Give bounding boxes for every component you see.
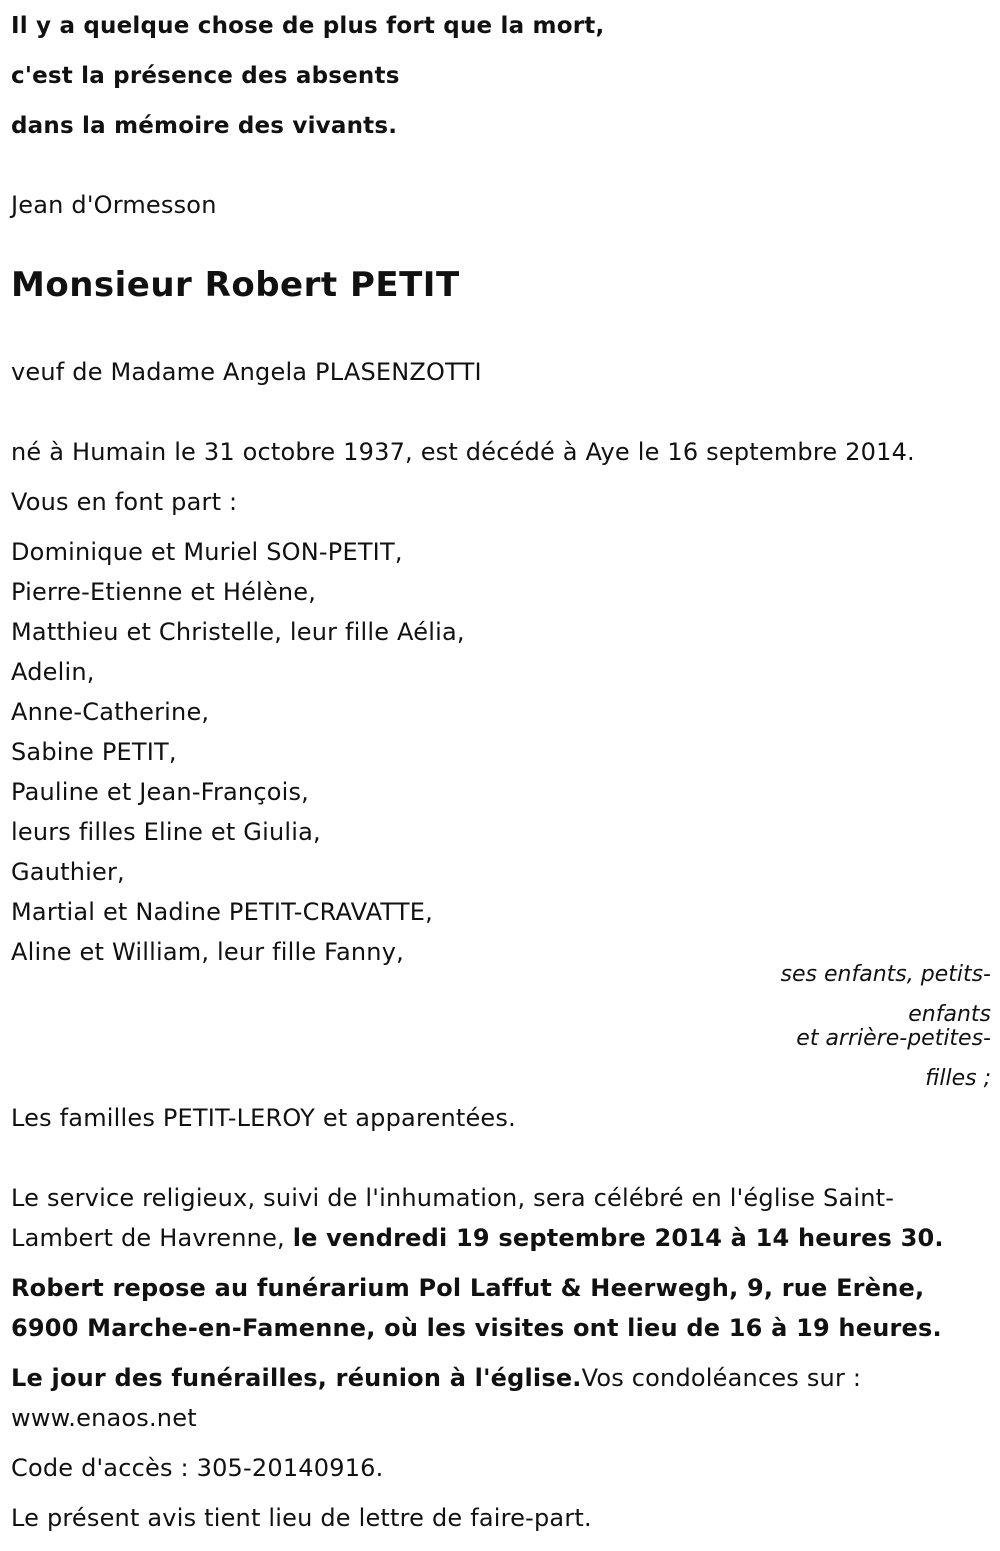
access-code: Code d'accès : 305-20140916.: [11, 1454, 384, 1482]
family-member: Anne-Catherine,: [11, 698, 210, 726]
service-line-1: Le service religieux, suivi de l'inhumation, sera célébré en l'église Saint-: [11, 1184, 895, 1212]
family-member: Matthieu et Christelle, leur fille Aélia,: [11, 618, 465, 646]
funerarium-line-1: Robert repose au funérarium Pol Laffut & Heerwegh, 9, rue Erène,: [11, 1274, 925, 1302]
relation-line-3: et arrière-petites-: [796, 1026, 991, 1051]
service-line-2: [11, 1223, 944, 1253]
funeral-meeting-text: Le jour des funérailles, réunion à l'église.: [11, 1364, 582, 1392]
deceased-name: Monsieur Robert PETIT: [11, 265, 460, 305]
widower-line: veuf de Madame Angela PLASENZOTTI: [11, 358, 482, 386]
website-link[interactable]: www.enaos.net: [11, 1404, 197, 1432]
service-location-text: Lambert de Havrenne,: [11, 1224, 293, 1252]
birth-death-line: né à Humain le 31 octobre 1937, est décédé à Aye le 16 septembre 2014.: [11, 438, 915, 466]
family-member: Adelin,: [11, 658, 95, 686]
quote-line-2: c'est la présence des absents: [11, 63, 400, 89]
relation-line-4: filles ;: [925, 1066, 991, 1091]
announcement-intro: Vous en font part :: [11, 488, 238, 516]
quote-author: Jean d'Ormesson: [11, 191, 217, 219]
funeral-line: [11, 1363, 861, 1393]
relation-line-1: ses enfants, petits-: [780, 962, 991, 987]
family-member: Pierre-Etienne et Hélène,: [11, 578, 317, 606]
family-member: Gauthier,: [11, 858, 125, 886]
family-member: Aline et William, leur fille Fanny,: [11, 938, 404, 966]
family-member: Sabine PETIT,: [11, 738, 177, 766]
family-member: Martial et Nadine PETIT-CRAVATTE,: [11, 898, 433, 926]
notice-line: Le présent avis tient lieu de lettre de faire-part.: [11, 1504, 592, 1532]
service-date-text: le vendredi 19 septembre 2014 à 14 heures 30.: [292, 1224, 944, 1252]
quote-line-1: Il y a quelque chose de plus fort que la mort,: [11, 13, 605, 39]
quote-line-3: dans la mémoire des vivants.: [11, 113, 398, 139]
family-member: leurs filles Eline et Giulia,: [11, 818, 321, 846]
families-line: Les familles PETIT-LEROY et apparentées.: [11, 1104, 516, 1132]
relation-line-2: enfants: [908, 1002, 991, 1027]
condolences-text: Vos condoléances sur :: [581, 1364, 862, 1392]
family-member: Pauline et Jean-François,: [11, 778, 310, 806]
funerarium-line-2: 6900 Marche-en-Famenne, où les visites ont lieu de 16 à 19 heures.: [11, 1314, 942, 1342]
family-member: Dominique et Muriel SON-PETIT,: [11, 538, 403, 566]
